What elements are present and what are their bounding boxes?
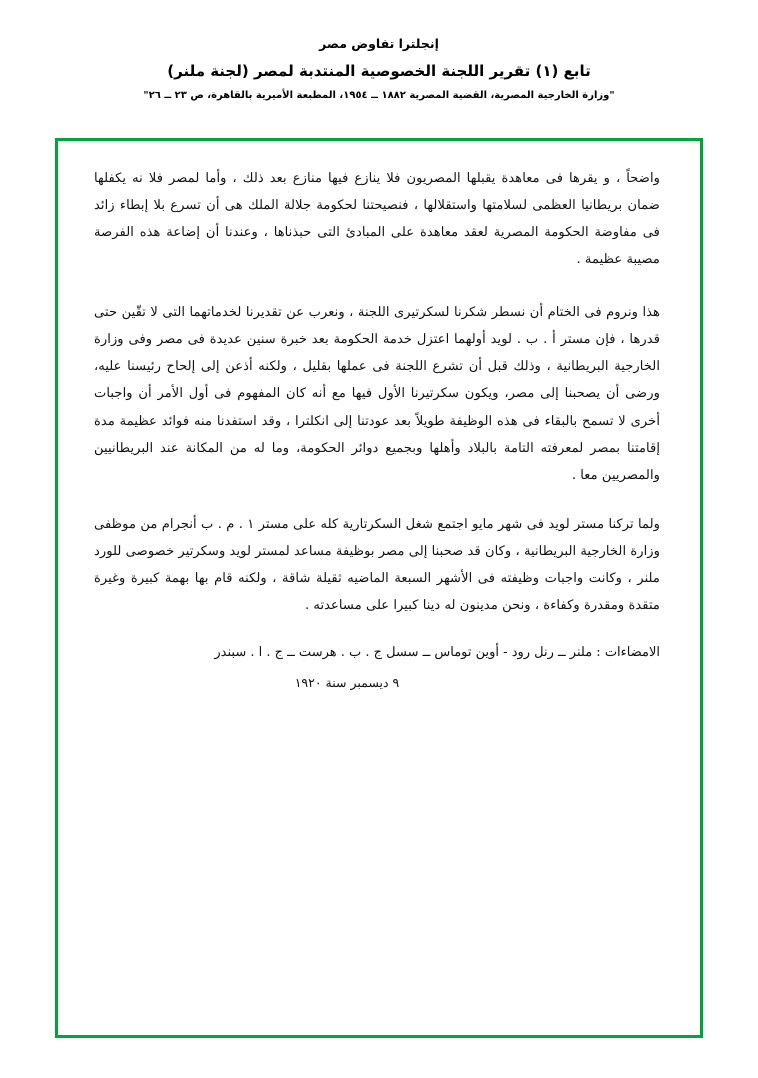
body-paragraph: ولما تركنا مستر لويد فى شهر مايو اجتمع شغل السكرتارية كله على مستر ١ . م . ب أنجرام من موظفى وزارة الخارجية البريطانية ، وكان قد صحبنا إلى مصر بوظيفة مساعد لمستر لويد وسكرتير خصوصى للورد ملنر ، وكانت واجبات وظيفته فى الأشهر السبعة الماضيه ثقيلة شاقة ، ولكنه قام بها بهمة كبيرة وغيرة متقدة ومقدرة وكفاءة ، ونحن مدينون له دينا كبيرا على مساعدته . xyxy=(94,516,660,613)
document-source-citation: "وزارة الخارجية المصرية، القضية المصرية ١٨٨٢ ــ ١٩٥٤، المطبعة الأميرية بالقاهرة، ص ٢٣ ــ ٢٦" xyxy=(143,90,615,101)
document-header xyxy=(0,0,758,101)
content-frame xyxy=(55,138,703,1038)
body-paragraph: هذا ونروم فى الختام أن نسطر شكرنا لسكرتيرى اللجنة ، ونعرب عن تقديرنا لخدماتهما التى لا تقّين حتى قدرها ، فإن مستر أ . ب . لويد أولهما اعتزل خدمة الحكومة بعد خبرة سنين عديدة فى مصر وفى وزارة الخارجية البريطانية ، وذلك قبل أن تشرع اللجنة فى عملها بقليل ، ولكنه أذعن إلى إلحاح رئيسنا عليه، ورضى أن يصحبنا إلى مصر، ويكون سكرتيرنا الأول فيها مع أنه كان المفهوم فى أول الأمر أن واجبات أخرى لا تسمح بالبقاء فى هذه الوظيفة طويلاً بعد عودتنا إلى انكلترا ، وقد استفدنا منه فوائد عظيمة مدة إقامتنا بمصر لمعرفته التامة بالبلاد وأهلها وبجميع دوائر الحكومة، وما له من المكانة عند البريطانيين والمصريين معا . xyxy=(94,305,660,483)
body-paragraph: واضحاً ، و يقرها فى معاهدة يقبلها المصريون فلا ينازع فيها منازع بعد ذلك ، وأما لمصر فلا نه يكفلها ضمان بريطانيا العظمى لسلامتها واستقلالها ، فنصيحتنا لحكومة جلالة الملك هى أن تسرع بلا إبطاء زائد فى مفاوضة الحكومة المصرية لعقد معاهدة على المبادئ التى حبذناها ، وعندنا أن إضاعة هذه الفرصة مصيبة عظيمة . xyxy=(94,171,660,268)
signatures-line: الامضاءات : ملنر ــ رنل رود - أوين توماس ــ سسل ج . ب . هرست ــ ج . ا . سبندر xyxy=(214,644,660,660)
document-title: إنجلترا تفاوض مصر xyxy=(319,36,439,51)
document-subtitle: تابع (١) تقرير اللجنة الخصوصية المنتدبة لمصر (لجنة ملنر) xyxy=(167,62,591,80)
document-body xyxy=(58,141,700,695)
document-date: ٩ ديسمبر سنة ١٩٢٠ xyxy=(294,674,400,690)
